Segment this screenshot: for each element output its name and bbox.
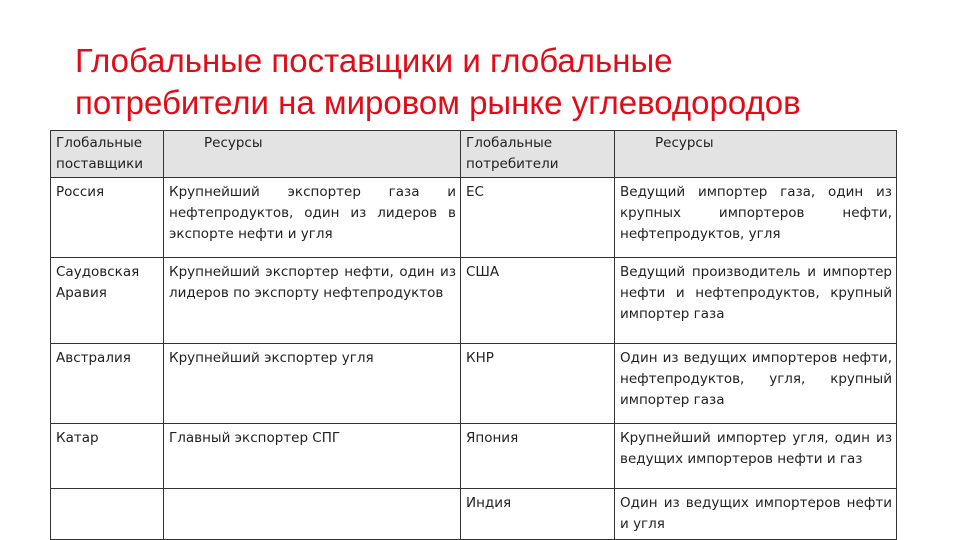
supplier-resources-cell: Крупнейший экспортер нефти, один из лидеров по экспорту нефтепродуктов — [164, 258, 461, 344]
supplier-cell: Австралия — [51, 344, 164, 424]
supplier-resources-cell: Главный экспортер СПГ — [164, 424, 461, 489]
consumer-cell: Япония — [461, 424, 615, 489]
table-row — [51, 178, 897, 258]
table-row — [51, 258, 897, 344]
supplier-cell — [51, 489, 164, 540]
table-header-row — [51, 131, 897, 178]
suppliers-consumers-table — [50, 130, 897, 540]
table-row — [51, 344, 897, 424]
consumer-cell: КНР — [461, 344, 615, 424]
consumer-cell: ЕС — [461, 178, 615, 258]
slide-title-line-2: потребители на мировом рынке углеводородов — [75, 84, 801, 121]
supplier-resources-cell: Крупнейший экспортер угля — [164, 344, 461, 424]
table-row — [51, 489, 897, 540]
consumer-resources-cell: Крупнейший импортер угля, один из ведущих импортеров нефти и газ — [615, 424, 897, 489]
consumer-resources-cell: Ведущий импортер газа, один из крупных импортеров нефти, нефтепродуктов, угля — [615, 178, 897, 258]
header-consumer-resources: Ресурсы — [615, 131, 897, 178]
consumer-resources-cell: Один из ведущих импортеров нефти и угля — [615, 489, 897, 540]
consumer-cell: США — [461, 258, 615, 344]
consumer-resources-cell: Один из ведущих импортеров нефти, нефтепродуктов, угля, крупный импортер газа — [615, 344, 897, 424]
supplier-cell: Катар — [51, 424, 164, 489]
header-global-consumers: Глобальные потребители — [461, 131, 615, 178]
supplier-resources-cell: Крупнейший экспортер газа и нефтепродуктов, один из лидеров в экспорте нефти и угля — [164, 178, 461, 258]
consumer-resources-cell: Ведущий производитель и импортер нефти и нефтепродуктов, крупный импортер газа — [615, 258, 897, 344]
header-global-suppliers: Глобальные поставщики — [51, 131, 164, 178]
supplier-cell: Саудовская Аравия — [51, 258, 164, 344]
supplier-cell: Россия — [51, 178, 164, 258]
supplier-resources-cell — [164, 489, 461, 540]
slide-title — [75, 40, 945, 124]
consumer-cell: Индия — [461, 489, 615, 540]
slide-title-line-1: Глобальные поставщики и глобальные — [75, 42, 673, 79]
table-row — [51, 424, 897, 489]
header-supplier-resources: Ресурсы — [164, 131, 461, 178]
